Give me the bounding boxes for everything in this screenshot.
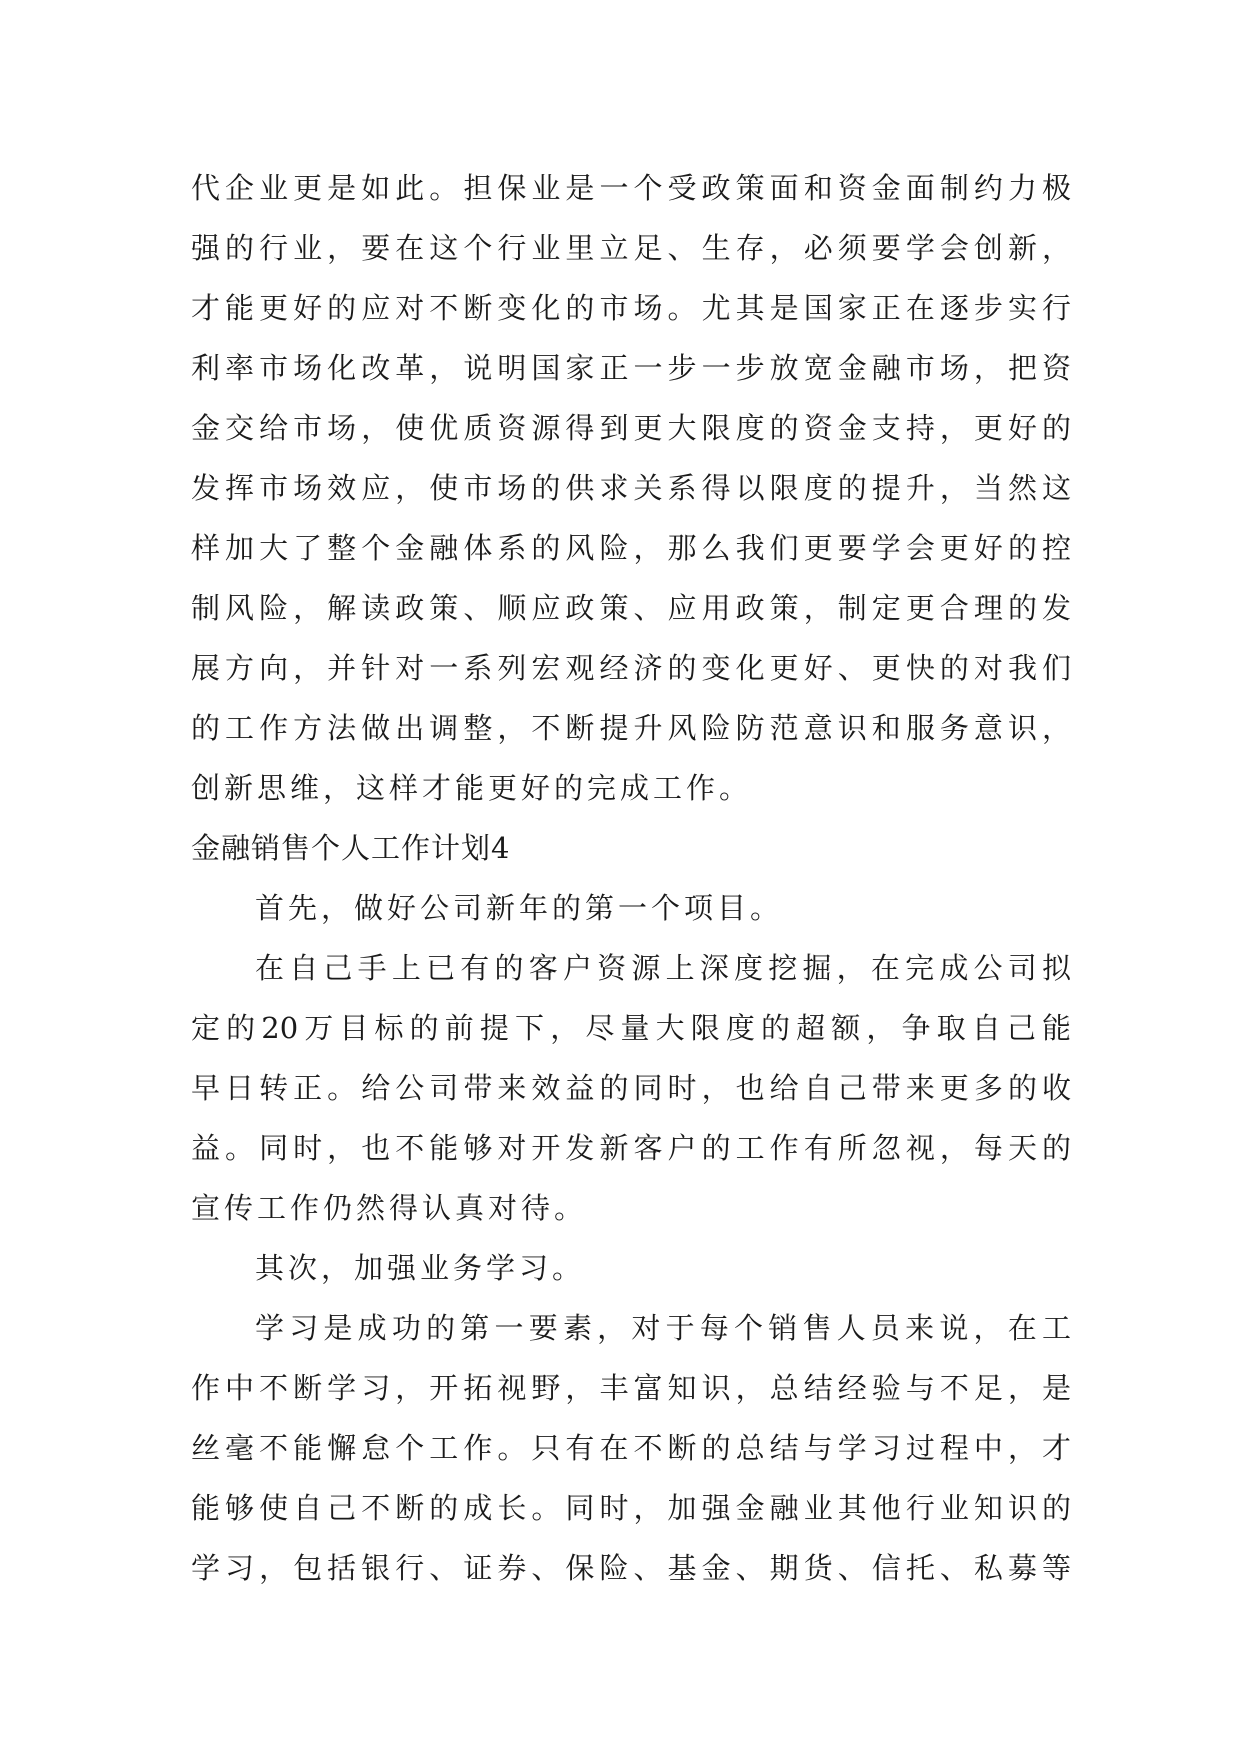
text-line: 学习，包括银行、证券、保险、基金、期货、信托、私募等 xyxy=(191,1551,1071,1585)
text-line: 样加大了整个金融体系的风险，那么我们更要学会更好的控 xyxy=(191,531,1071,565)
paragraph-1 xyxy=(191,158,1071,818)
text-line: 作中不断学习，开拓视野，丰富知识，总结经验与不足，是 xyxy=(191,1371,1071,1405)
item-1-title: 首先，做好公司新年的第一个项目。 xyxy=(255,891,784,925)
document-body xyxy=(191,158,1071,1598)
text-line: 强的行业，要在这个行业里立足、生存，必须要学会创新， xyxy=(191,231,1071,265)
paragraph-2 xyxy=(191,938,1071,1238)
text-line: 丝毫不能懈怠个工作。只有在不断的总结与学习过程中，才 xyxy=(191,1431,1071,1465)
text-line: 金交给市场，使优质资源得到更大限度的资金支持，更好的 xyxy=(191,411,1071,445)
text-line: 展方向，并针对一系列宏观经济的变化更好、更快的对我们 xyxy=(191,651,1071,685)
text-line: 在自己手上已有的客户资源上深度挖掘，在完成公司拟 xyxy=(255,951,1071,985)
paragraph-3 xyxy=(191,1298,1071,1598)
text-line: 创新思维，这样才能更好的完成工作。 xyxy=(191,771,753,805)
text-line: 定的20万目标的前提下，尽量大限度的超额，争取自己能 xyxy=(191,1011,1071,1045)
text-line: 宣传工作仍然得认真对待。 xyxy=(191,1191,588,1225)
text-line: 才能更好的应对不断变化的市场。尤其是国家正在逐步实行 xyxy=(191,291,1071,325)
text-line: 能够使自己不断的成长。同时，加强金融业其他行业知识的 xyxy=(191,1491,1071,1525)
text-line: 利率市场化改革，说明国家正一步一步放宽金融市场，把资 xyxy=(191,351,1071,385)
text-line: 早日转正。给公司带来效益的同时，也给自己带来更多的收 xyxy=(191,1071,1071,1105)
text-line: 代企业更是如此。担保业是一个受政策面和资金面制约力极 xyxy=(191,171,1071,205)
item-2-title: 其次，加强业务学习。 xyxy=(255,1251,586,1285)
text-line: 发挥市场效应，使市场的供求关系得以限度的提升，当然这 xyxy=(191,471,1071,505)
text-line: 益。同时，也不能够对开发新客户的工作有所忽视，每天的 xyxy=(191,1131,1071,1165)
text-line: 制风险，解读政策、顺应政策、应用政策，制定更合理的发 xyxy=(191,591,1071,625)
text-line: 的工作方法做出调整，不断提升风险防范意识和服务意识， xyxy=(191,711,1071,745)
section-heading: 金融销售个人工作计划4 xyxy=(191,831,511,865)
text-line: 学习是成功的第一要素，对于每个销售人员来说，在工 xyxy=(255,1311,1071,1345)
